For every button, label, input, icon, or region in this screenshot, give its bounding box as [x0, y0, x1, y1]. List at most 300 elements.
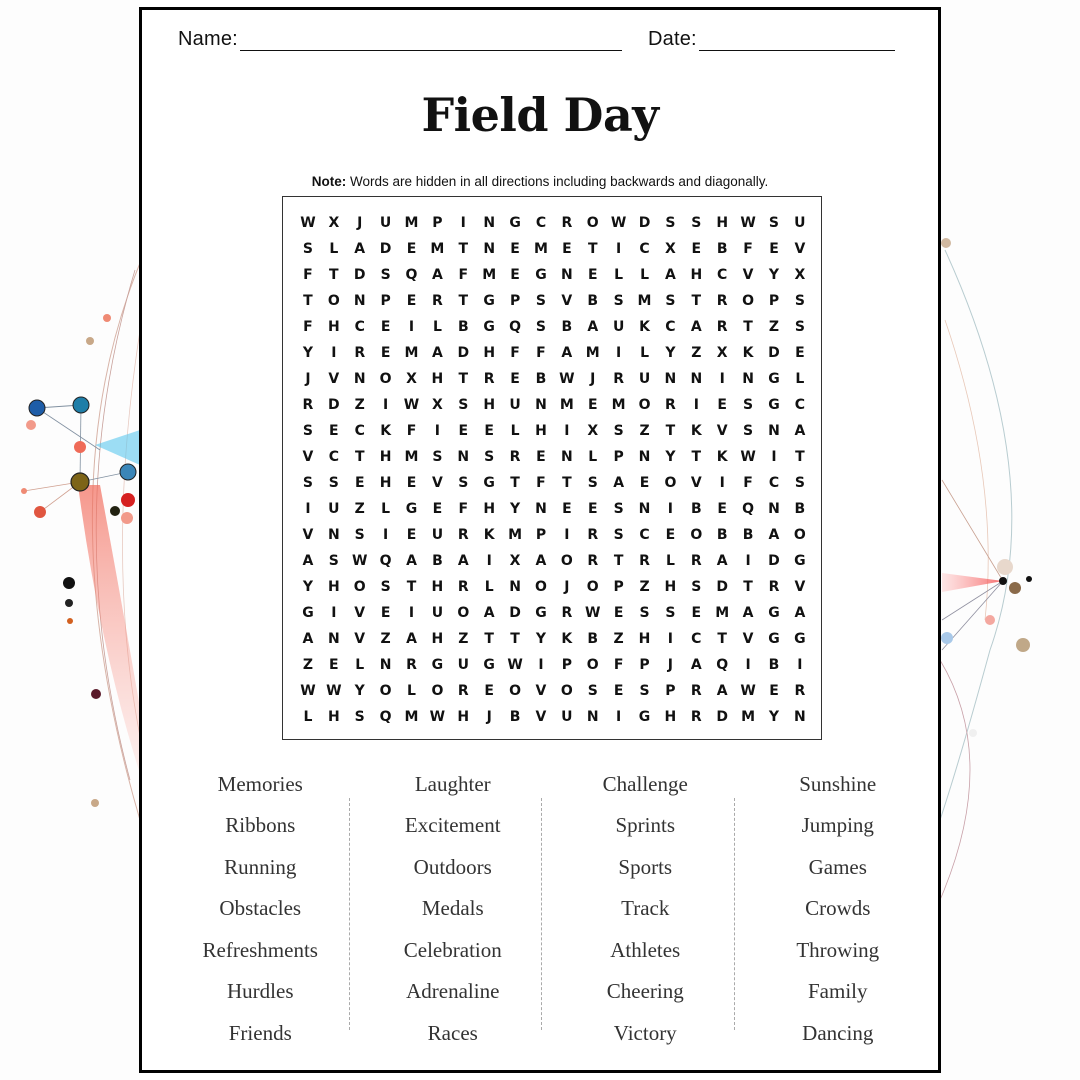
- grid-cell[interactable]: B: [457, 319, 469, 335]
- grid-cell[interactable]: I: [771, 449, 777, 465]
- grid-cell[interactable]: P: [613, 449, 624, 465]
- grid-cell[interactable]: J: [486, 709, 492, 725]
- grid-cell[interactable]: I: [408, 319, 415, 335]
- grid-cell[interactable]: Q: [379, 709, 392, 725]
- grid-cell[interactable]: E: [380, 605, 391, 621]
- grid-cell[interactable]: W: [559, 371, 575, 387]
- grid-cell[interactable]: T: [458, 371, 469, 387]
- grid-cell[interactable]: S: [432, 449, 443, 465]
- grid-cell[interactable]: I: [564, 423, 570, 439]
- grid-cell[interactable]: Z: [354, 397, 365, 413]
- grid-cell[interactable]: D: [509, 605, 521, 621]
- grid-cell[interactable]: B: [742, 527, 754, 543]
- grid-cell[interactable]: N: [509, 579, 521, 595]
- grid-cell[interactable]: H: [327, 709, 340, 725]
- grid-cell[interactable]: W: [300, 215, 316, 231]
- grid-cell[interactable]: I: [616, 241, 622, 257]
- date-blank-line[interactable]: [699, 30, 895, 51]
- grid-cell[interactable]: G: [405, 501, 418, 517]
- grid-cell[interactable]: L: [329, 241, 339, 257]
- grid-cell[interactable]: D: [457, 345, 470, 361]
- grid-cell[interactable]: S: [613, 293, 624, 309]
- grid-cell[interactable]: O: [638, 397, 651, 413]
- grid-cell[interactable]: G: [431, 657, 444, 673]
- grid-cell[interactable]: H: [483, 501, 496, 517]
- grid-cell[interactable]: P: [665, 683, 676, 699]
- grid-cell[interactable]: I: [408, 605, 415, 621]
- grid-cell[interactable]: W: [429, 709, 446, 725]
- grid-cell[interactable]: O: [535, 579, 547, 595]
- grid-cell[interactable]: U: [457, 657, 469, 673]
- grid-cell[interactable]: H: [483, 397, 496, 413]
- grid-cell[interactable]: J: [564, 579, 570, 595]
- grid-cell[interactable]: D: [768, 345, 780, 361]
- grid-cell[interactable]: S: [302, 423, 313, 439]
- grid-cell[interactable]: I: [667, 631, 674, 647]
- grid-cell[interactable]: F: [303, 267, 313, 283]
- grid-cell[interactable]: C: [717, 267, 728, 283]
- grid-cell[interactable]: M: [533, 241, 548, 257]
- grid-cell[interactable]: F: [743, 475, 753, 491]
- grid-cell[interactable]: F: [536, 475, 546, 491]
- grid-cell[interactable]: I: [693, 397, 699, 413]
- grid-cell[interactable]: N: [379, 657, 392, 673]
- grid-cell[interactable]: K: [690, 423, 702, 439]
- grid-cell[interactable]: H: [431, 371, 444, 387]
- grid-cell[interactable]: G: [768, 631, 780, 647]
- grid-cell[interactable]: T: [691, 293, 702, 309]
- grid-cell[interactable]: E: [639, 475, 650, 491]
- grid-cell[interactable]: T: [406, 579, 417, 595]
- grid-cell[interactable]: P: [509, 293, 521, 309]
- name-blank-line[interactable]: [240, 30, 622, 51]
- grid-cell[interactable]: I: [667, 501, 674, 517]
- grid-cell[interactable]: W: [585, 605, 601, 621]
- grid-cell[interactable]: G: [302, 605, 314, 621]
- grid-cell[interactable]: E: [484, 683, 494, 699]
- grid-cell[interactable]: N: [327, 527, 340, 543]
- grid-cell[interactable]: S: [665, 293, 676, 309]
- grid-cell[interactable]: A: [664, 267, 676, 283]
- grid-cell[interactable]: B: [535, 371, 547, 387]
- grid-cell[interactable]: Q: [379, 553, 392, 569]
- grid-cell[interactable]: L: [381, 501, 391, 517]
- grid-cell[interactable]: T: [743, 579, 753, 595]
- grid-cell[interactable]: E: [691, 605, 702, 621]
- grid-cell[interactable]: L: [355, 657, 365, 673]
- grid-cell[interactable]: R: [716, 319, 728, 335]
- grid-cell[interactable]: B: [716, 527, 728, 543]
- grid-cell[interactable]: D: [768, 553, 780, 569]
- grid-cell[interactable]: I: [564, 527, 570, 543]
- grid-cell[interactable]: W: [403, 397, 420, 413]
- grid-cell[interactable]: M: [508, 527, 523, 543]
- grid-cell[interactable]: R: [587, 553, 599, 569]
- name-field[interactable]: [178, 28, 622, 51]
- grid-cell[interactable]: I: [434, 423, 440, 439]
- grid-cell[interactable]: S: [354, 527, 365, 543]
- grid-cell[interactable]: R: [690, 709, 702, 725]
- grid-cell[interactable]: D: [716, 579, 728, 595]
- grid-cell[interactable]: H: [379, 475, 392, 491]
- grid-cell[interactable]: U: [328, 501, 340, 517]
- grid-cell[interactable]: E: [562, 241, 572, 257]
- grid-cell[interactable]: D: [353, 267, 366, 283]
- grid-cell[interactable]: W: [740, 215, 756, 231]
- grid-cell[interactable]: I: [538, 657, 544, 673]
- grid-cell[interactable]: S: [691, 579, 702, 595]
- grid-cell[interactable]: T: [510, 475, 520, 491]
- grid-cell[interactable]: S: [691, 215, 702, 231]
- grid-cell[interactable]: T: [587, 241, 598, 257]
- grid-cell[interactable]: O: [431, 683, 444, 699]
- grid-cell[interactable]: C: [354, 423, 365, 439]
- grid-cell[interactable]: E: [484, 423, 494, 439]
- grid-cell[interactable]: L: [510, 423, 520, 439]
- grid-cell[interactable]: N: [483, 241, 496, 257]
- grid-cell[interactable]: U: [794, 215, 806, 231]
- grid-cell[interactable]: T: [613, 553, 624, 569]
- grid-cell[interactable]: S: [535, 293, 546, 309]
- grid-cell[interactable]: N: [742, 371, 754, 387]
- grid-cell[interactable]: M: [404, 709, 419, 725]
- grid-cell[interactable]: L: [303, 709, 313, 725]
- grid-cell[interactable]: O: [793, 527, 806, 543]
- grid-cell[interactable]: H: [431, 631, 444, 647]
- grid-cell[interactable]: E: [769, 683, 779, 699]
- grid-cell[interactable]: R: [457, 683, 469, 699]
- grid-cell[interactable]: M: [404, 215, 419, 231]
- grid-cell[interactable]: R: [794, 683, 806, 699]
- grid-cell[interactable]: N: [586, 709, 599, 725]
- grid-cell[interactable]: Z: [639, 579, 650, 595]
- grid-cell[interactable]: R: [457, 527, 469, 543]
- grid-cell[interactable]: A: [768, 527, 780, 543]
- grid-cell[interactable]: A: [613, 475, 625, 491]
- grid-cell[interactable]: I: [305, 501, 311, 517]
- grid-cell[interactable]: C: [665, 319, 676, 335]
- grid-cell[interactable]: P: [768, 293, 780, 309]
- grid-cell[interactable]: A: [354, 241, 366, 257]
- grid-cell[interactable]: R: [457, 579, 469, 595]
- grid-cell[interactable]: M: [430, 241, 445, 257]
- grid-cell[interactable]: A: [716, 553, 728, 569]
- grid-cell[interactable]: V: [561, 293, 573, 309]
- grid-cell[interactable]: R: [639, 553, 650, 569]
- grid-cell[interactable]: H: [327, 319, 340, 335]
- grid-cell[interactable]: F: [458, 267, 469, 283]
- grid-cell[interactable]: U: [379, 215, 392, 231]
- grid-cell[interactable]: C: [354, 319, 365, 335]
- grid-cell[interactable]: E: [536, 449, 546, 465]
- grid-cell[interactable]: N: [768, 423, 780, 439]
- grid-cell[interactable]: S: [535, 319, 546, 335]
- grid-cell[interactable]: S: [458, 397, 469, 413]
- date-field[interactable]: [648, 28, 895, 51]
- grid-cell[interactable]: O: [509, 683, 522, 699]
- grid-cell[interactable]: A: [794, 605, 806, 621]
- grid-cell[interactable]: N: [768, 501, 780, 517]
- grid-cell[interactable]: M: [404, 449, 419, 465]
- grid-cell[interactable]: A: [742, 605, 754, 621]
- grid-cell[interactable]: I: [745, 553, 751, 569]
- grid-cell[interactable]: E: [587, 397, 598, 413]
- grid-cell[interactable]: R: [690, 683, 702, 699]
- grid-cell[interactable]: G: [794, 631, 806, 647]
- grid-cell[interactable]: B: [587, 293, 599, 309]
- grid-cell[interactable]: N: [327, 631, 340, 647]
- grid-cell[interactable]: T: [484, 631, 494, 647]
- grid-cell[interactable]: E: [458, 423, 469, 439]
- grid-cell[interactable]: X: [406, 371, 417, 387]
- grid-cell[interactable]: C: [794, 397, 805, 413]
- grid-cell[interactable]: E: [510, 267, 520, 283]
- grid-cell[interactable]: M: [637, 293, 652, 309]
- grid-cell[interactable]: M: [559, 397, 574, 413]
- grid-cell[interactable]: X: [794, 267, 806, 283]
- grid-cell[interactable]: K: [639, 319, 650, 335]
- grid-cell[interactable]: K: [561, 631, 573, 647]
- grid-cell[interactable]: A: [535, 553, 547, 569]
- grid-cell[interactable]: H: [638, 631, 651, 647]
- grid-cell[interactable]: G: [535, 267, 547, 283]
- grid-cell[interactable]: I: [719, 475, 725, 491]
- grid-cell[interactable]: R: [432, 293, 443, 309]
- grid-cell[interactable]: T: [717, 631, 727, 647]
- grid-cell[interactable]: A: [431, 345, 443, 361]
- grid-cell[interactable]: T: [458, 241, 469, 257]
- grid-cell[interactable]: F: [406, 423, 417, 439]
- grid-cell[interactable]: A: [716, 683, 728, 699]
- grid-cell[interactable]: S: [328, 475, 339, 491]
- grid-cell[interactable]: V: [302, 527, 314, 543]
- grid-cell[interactable]: T: [510, 631, 520, 647]
- grid-cell[interactable]: F: [536, 345, 546, 361]
- grid-cell[interactable]: A: [302, 553, 314, 569]
- grid-cell[interactable]: O: [664, 475, 677, 491]
- grid-cell[interactable]: R: [561, 215, 573, 231]
- grid-cell[interactable]: I: [383, 527, 389, 543]
- grid-cell[interactable]: N: [560, 449, 573, 465]
- grid-cell[interactable]: R: [613, 371, 625, 387]
- grid-cell[interactable]: C: [535, 215, 547, 231]
- grid-cell[interactable]: A: [561, 345, 573, 361]
- grid-cell[interactable]: A: [690, 319, 702, 335]
- grid-cell[interactable]: S: [587, 683, 598, 699]
- grid-cell[interactable]: U: [431, 605, 444, 621]
- grid-cell[interactable]: C: [328, 449, 339, 465]
- grid-cell[interactable]: Q: [716, 657, 729, 673]
- grid-cell[interactable]: R: [406, 657, 417, 673]
- grid-cell[interactable]: T: [329, 267, 339, 283]
- grid-cell[interactable]: Z: [768, 319, 780, 335]
- grid-cell[interactable]: S: [794, 293, 805, 309]
- grid-cell[interactable]: S: [587, 475, 598, 491]
- grid-cell[interactable]: R: [587, 527, 599, 543]
- grid-cell[interactable]: U: [561, 709, 573, 725]
- grid-cell[interactable]: S: [613, 527, 624, 543]
- grid-cell[interactable]: I: [331, 345, 337, 361]
- grid-cell[interactable]: S: [768, 215, 780, 231]
- grid-cell[interactable]: L: [484, 579, 494, 595]
- grid-cell[interactable]: E: [329, 657, 339, 673]
- grid-cell[interactable]: V: [794, 579, 806, 595]
- grid-cell[interactable]: T: [303, 293, 313, 309]
- grid-cell[interactable]: N: [664, 371, 677, 387]
- grid-cell[interactable]: X: [432, 397, 443, 413]
- grid-cell[interactable]: H: [483, 345, 496, 361]
- grid-cell[interactable]: F: [743, 241, 753, 257]
- grid-cell[interactable]: E: [510, 371, 520, 387]
- grid-cell[interactable]: P: [639, 657, 650, 673]
- grid-cell[interactable]: N: [638, 501, 651, 517]
- grid-cell[interactable]: X: [328, 215, 340, 231]
- grid-cell[interactable]: O: [560, 553, 573, 569]
- grid-cell[interactable]: I: [797, 657, 803, 673]
- grid-cell[interactable]: H: [327, 579, 340, 595]
- grid-cell[interactable]: O: [560, 683, 573, 699]
- grid-cell[interactable]: Q: [405, 267, 418, 283]
- grid-cell[interactable]: X: [587, 423, 599, 439]
- grid-cell[interactable]: B: [690, 501, 702, 517]
- grid-cell[interactable]: U: [431, 527, 444, 543]
- grid-cell[interactable]: Y: [302, 345, 314, 361]
- grid-cell[interactable]: M: [482, 267, 497, 283]
- grid-cell[interactable]: O: [586, 657, 599, 673]
- grid-cell[interactable]: B: [794, 501, 806, 517]
- grid-cell[interactable]: E: [613, 605, 624, 621]
- grid-cell[interactable]: Y: [768, 267, 780, 283]
- grid-cell[interactable]: T: [562, 475, 572, 491]
- grid-cell[interactable]: A: [483, 605, 495, 621]
- grid-cell[interactable]: R: [483, 371, 495, 387]
- grid-cell[interactable]: E: [406, 475, 417, 491]
- grid-cell[interactable]: G: [483, 475, 495, 491]
- grid-cell[interactable]: S: [484, 449, 495, 465]
- grid-cell[interactable]: L: [640, 345, 649, 361]
- grid-cell[interactable]: E: [795, 345, 805, 361]
- grid-cell[interactable]: R: [509, 449, 521, 465]
- grid-cell[interactable]: E: [380, 319, 391, 335]
- grid-cell[interactable]: O: [586, 215, 599, 231]
- grid-cell[interactable]: S: [328, 553, 339, 569]
- grid-cell[interactable]: B: [716, 241, 728, 257]
- grid-cell[interactable]: O: [586, 579, 599, 595]
- grid-cell[interactable]: S: [302, 241, 313, 257]
- grid-cell[interactable]: C: [691, 631, 702, 647]
- grid-cell[interactable]: X: [509, 553, 521, 569]
- grid-cell[interactable]: S: [354, 709, 365, 725]
- grid-cell[interactable]: I: [616, 709, 622, 725]
- grid-cell[interactable]: S: [639, 605, 650, 621]
- grid-cell[interactable]: K: [742, 345, 754, 361]
- grid-cell[interactable]: M: [715, 605, 730, 621]
- grid-cell[interactable]: L: [588, 449, 598, 465]
- grid-cell[interactable]: D: [638, 215, 651, 231]
- grid-cell[interactable]: I: [486, 553, 492, 569]
- grid-cell[interactable]: E: [717, 501, 727, 517]
- grid-cell[interactable]: S: [665, 605, 676, 621]
- grid-cell[interactable]: E: [691, 241, 702, 257]
- grid-cell[interactable]: M: [611, 397, 626, 413]
- grid-cell[interactable]: J: [357, 215, 363, 231]
- grid-cell[interactable]: E: [665, 527, 676, 543]
- grid-cell[interactable]: V: [742, 267, 754, 283]
- grid-cell[interactable]: P: [380, 293, 391, 309]
- grid-cell[interactable]: W: [300, 683, 316, 699]
- grid-cell[interactable]: H: [379, 449, 392, 465]
- grid-cell[interactable]: L: [407, 683, 416, 699]
- grid-cell[interactable]: R: [354, 345, 366, 361]
- grid-cell[interactable]: V: [716, 423, 728, 439]
- grid-cell[interactable]: Y: [665, 449, 676, 465]
- grid-cell[interactable]: W: [507, 657, 523, 673]
- grid-cell[interactable]: T: [458, 293, 469, 309]
- grid-cell[interactable]: E: [717, 397, 727, 413]
- grid-cell[interactable]: E: [432, 501, 443, 517]
- grid-cell[interactable]: O: [690, 527, 703, 543]
- grid-cell[interactable]: A: [302, 631, 314, 647]
- grid-cell[interactable]: W: [740, 449, 756, 465]
- grid-cell[interactable]: E: [562, 501, 572, 517]
- grid-cell[interactable]: G: [768, 605, 780, 621]
- grid-cell[interactable]: L: [432, 319, 442, 335]
- grid-cell[interactable]: G: [535, 605, 547, 621]
- grid-cell[interactable]: Y: [768, 709, 780, 725]
- grid-cell[interactable]: S: [794, 475, 805, 491]
- grid-cell[interactable]: B: [509, 709, 521, 725]
- grid-cell[interactable]: B: [587, 631, 599, 647]
- grid-cell[interactable]: M: [741, 709, 756, 725]
- grid-cell[interactable]: Y: [510, 501, 521, 517]
- grid-cell[interactable]: A: [406, 631, 417, 647]
- grid-cell[interactable]: S: [794, 319, 805, 335]
- grid-cell[interactable]: Z: [380, 631, 391, 647]
- grid-cell[interactable]: U: [509, 397, 521, 413]
- grid-cell[interactable]: G: [768, 371, 780, 387]
- grid-cell[interactable]: Y: [535, 631, 547, 647]
- grid-cell[interactable]: E: [354, 475, 365, 491]
- grid-cell[interactable]: V: [328, 371, 340, 387]
- grid-cell[interactable]: N: [638, 449, 651, 465]
- grid-cell[interactable]: M: [404, 345, 419, 361]
- grid-cell[interactable]: N: [690, 371, 703, 387]
- grid-cell[interactable]: G: [483, 319, 495, 335]
- grid-cell[interactable]: G: [483, 657, 495, 673]
- grid-cell[interactable]: O: [457, 605, 470, 621]
- grid-cell[interactable]: E: [510, 241, 520, 257]
- grid-cell[interactable]: C: [639, 241, 650, 257]
- grid-cell[interactable]: N: [353, 371, 366, 387]
- grid-cell[interactable]: I: [331, 605, 337, 621]
- grid-cell[interactable]: I: [745, 657, 751, 673]
- grid-cell[interactable]: V: [742, 631, 754, 647]
- grid-cell[interactable]: K: [380, 423, 392, 439]
- grid-cell[interactable]: A: [690, 657, 702, 673]
- grid-cell[interactable]: S: [639, 683, 650, 699]
- grid-cell[interactable]: S: [458, 475, 469, 491]
- grid-cell[interactable]: C: [639, 527, 650, 543]
- grid-cell[interactable]: H: [716, 215, 729, 231]
- grid-cell[interactable]: I: [460, 215, 466, 231]
- grid-cell[interactable]: D: [328, 397, 340, 413]
- grid-cell[interactable]: G: [794, 553, 806, 569]
- grid-cell[interactable]: H: [457, 709, 470, 725]
- grid-cell[interactable]: O: [353, 579, 366, 595]
- grid-cell[interactable]: B: [561, 319, 573, 335]
- grid-cell[interactable]: I: [616, 345, 622, 361]
- grid-cell[interactable]: K: [716, 449, 728, 465]
